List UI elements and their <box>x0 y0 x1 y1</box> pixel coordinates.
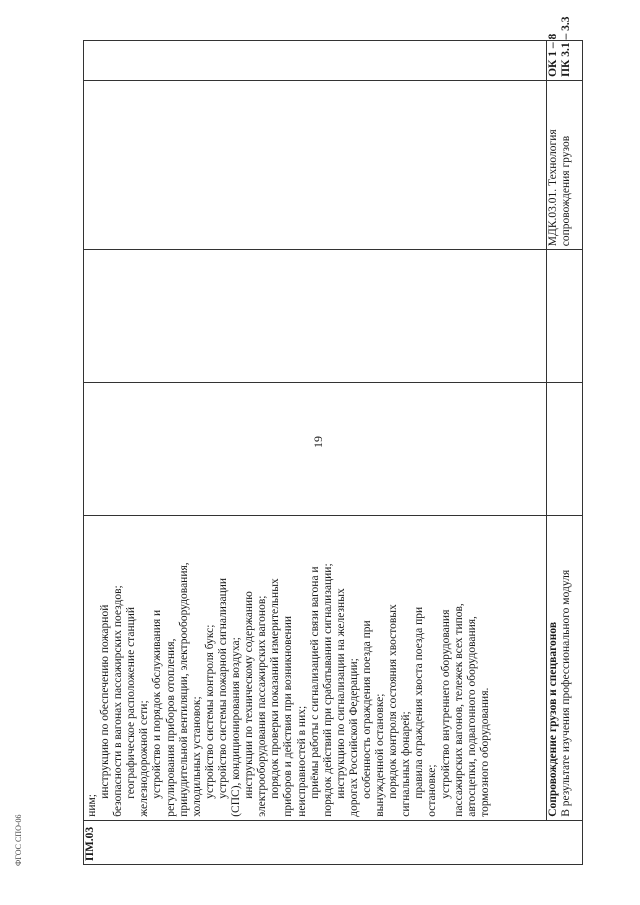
mdk-line1: МДК.03.01. Технология <box>547 129 559 247</box>
content-line: холодильных установок; <box>190 696 203 817</box>
mdk-line2: сопровождения грузов <box>560 135 573 247</box>
content-line: железнодорожной сети; <box>138 700 151 817</box>
content-line: дорогах Российской Федерации; <box>347 658 360 817</box>
content-line: регулирования приборов отопления, <box>164 638 177 817</box>
content-line: порядок действий при срабатывании сигнализации; <box>321 563 334 817</box>
module-code: ПМ.03 <box>84 826 96 861</box>
page-number: 19 <box>311 436 325 448</box>
content-line: географическое расположение станций <box>125 606 138 799</box>
rotated-table <box>83 16 580 865</box>
content-line: сигнальных фонарей; <box>400 711 413 817</box>
table-row <box>547 41 583 865</box>
content-line: устройство системы пожарной сигнализации <box>216 577 229 799</box>
empty-cell-3 <box>547 382 583 515</box>
content-line: приборов и действия при возникновении <box>282 615 295 817</box>
module-title: Сопровождение грузов и спецвагонов <box>547 621 559 817</box>
mdk-title-cell <box>547 80 583 249</box>
content-line: неисправностей в них; <box>295 705 308 817</box>
content-line: принудительной вентиляции, электрооборудования, <box>177 562 190 817</box>
content-line: остановке; <box>426 764 439 817</box>
content-line: порядок контроля состояния хвостовых <box>387 604 400 799</box>
ok-pk-cell <box>547 16 583 81</box>
content-line: пассажирских вагонов, тележек всех типов, <box>452 603 465 817</box>
content-line: порядок проверки показаний измерительных <box>269 578 282 799</box>
content-line: инструкцию по сигнализации на железных <box>334 588 347 799</box>
content-line: инструкцию по обеспечению пожарной <box>99 604 112 799</box>
competence-cell <box>84 41 547 81</box>
pk-codes: ПК 3.1 – 3.3 <box>560 16 573 77</box>
table-row <box>84 41 547 865</box>
content-line: автосцепки, подвагонного оборудования, <box>465 616 478 817</box>
content-line: особенность ограждения поезда при <box>360 620 373 799</box>
content-lines <box>84 519 492 817</box>
module-title-cell <box>547 515 583 820</box>
content-line: устройство внутреннего оборудования <box>439 609 452 799</box>
mdk-cell <box>84 80 547 249</box>
footer-label: ФГОС СПО-06 <box>14 814 23 866</box>
content-line: вынужденной остановке; <box>374 693 387 817</box>
content-line: тормозного оборудования. <box>478 687 491 817</box>
empty-cell-1 <box>84 382 547 515</box>
empty-cell-2 <box>84 250 547 383</box>
content-line: правила ограждения хвоста поезда при <box>413 606 426 799</box>
content-line: (СПС), кондиционирования воздуха; <box>230 637 243 817</box>
content-line: инструкции по техническому содержанию <box>243 591 256 799</box>
module-intro: В результате изучения профессионального модуля <box>560 569 573 817</box>
module-code-cell <box>84 820 583 864</box>
content-line: ним; <box>86 794 98 817</box>
content-line: приёмы работы с сигнализацией связи вагона и <box>308 566 321 799</box>
ok-codes: ОК 1 – 8 <box>547 33 559 77</box>
content-line: безопасности в вагонах пассажирских поездов; <box>112 585 125 817</box>
content-line: устройство и порядок обслуживания и <box>151 609 164 799</box>
content-line: электрооборудования пассажирских вагонов; <box>256 595 269 817</box>
content-cell <box>84 515 547 820</box>
content-line: устройство системы контроля букс; <box>203 624 216 799</box>
empty-cell-4 <box>547 250 583 383</box>
curriculum-table <box>83 16 583 865</box>
